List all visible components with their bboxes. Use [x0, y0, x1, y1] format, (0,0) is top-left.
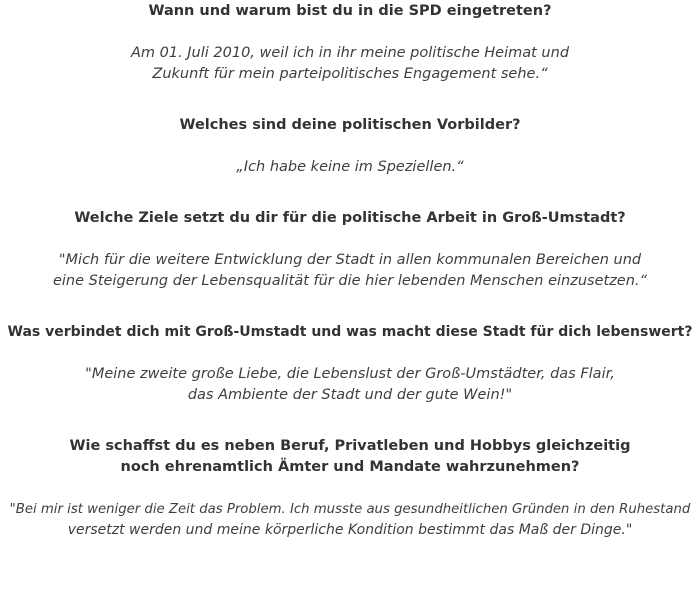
answer-line: eine Steigerung der Lebensqualität für die hier lebenden Menschen einzusetzen.“	[52, 273, 648, 289]
question-3	[0, 208, 700, 229]
question-line: Wann und warum bist du in die SPD eingetreten?	[148, 3, 552, 19]
answer-2	[0, 157, 700, 178]
answer-line: "Bei mir ist weniger die Zeit das Problem. Ich musste aus gesundheitlichen Gründen in den Ruhestand	[9, 502, 691, 517]
question-1	[0, 1, 700, 22]
answer-line: "Meine zweite große Liebe, die Lebenslust der Groß-Umstädter, das Flair,	[85, 366, 615, 382]
spacer	[0, 85, 700, 115]
qa-block-4	[0, 322, 700, 406]
spacer	[0, 178, 700, 208]
answer-line: das Ambiente der Stadt und der gute Wein!"	[187, 387, 513, 403]
answer-line: "Mich für die weitere Entwicklung der Stadt in allen kommunalen Bereichen und	[58, 252, 642, 268]
question-line: Welches sind deine politischen Vorbilder?	[179, 117, 521, 133]
answer-line: Am 01. Juli 2010, weil ich in ihr meine politische Heimat und	[130, 45, 570, 61]
question-line: Wie schaffst du es neben Beruf, Privatleben und Hobbys gleichzeitig	[69, 438, 631, 454]
answer-5	[0, 499, 700, 541]
answer-line: Zukunft für mein parteipolitisches Engagement sehe.“	[152, 66, 548, 82]
qa-block-5	[0, 436, 700, 541]
question-line: Welche Ziele setzt du dir für die politische Arbeit in Groß-Umstadt?	[74, 210, 626, 226]
question-line: noch ehrenamtlich Ämter und Mandate wahrzunehmen?	[120, 459, 580, 475]
answer-1	[0, 43, 700, 85]
spacer	[0, 292, 700, 322]
answer-4	[0, 364, 700, 406]
qa-block-2	[0, 115, 700, 178]
question-4	[0, 322, 700, 343]
question-line: Was verbindet dich mit Groß-Umstadt und was macht diese Stadt für dich lebenswert?	[7, 324, 693, 340]
answer-3	[0, 250, 700, 292]
spacer	[0, 406, 700, 436]
qa-block-3	[0, 208, 700, 292]
answer-line: „Ich habe keine im Speziellen.“	[236, 159, 464, 175]
question-5	[0, 436, 700, 478]
qa-block-1	[0, 1, 700, 85]
question-2	[0, 115, 700, 136]
answer-line: versetzt werden und meine körperliche Kondition bestimmt das Maß der Dinge."	[67, 522, 633, 538]
